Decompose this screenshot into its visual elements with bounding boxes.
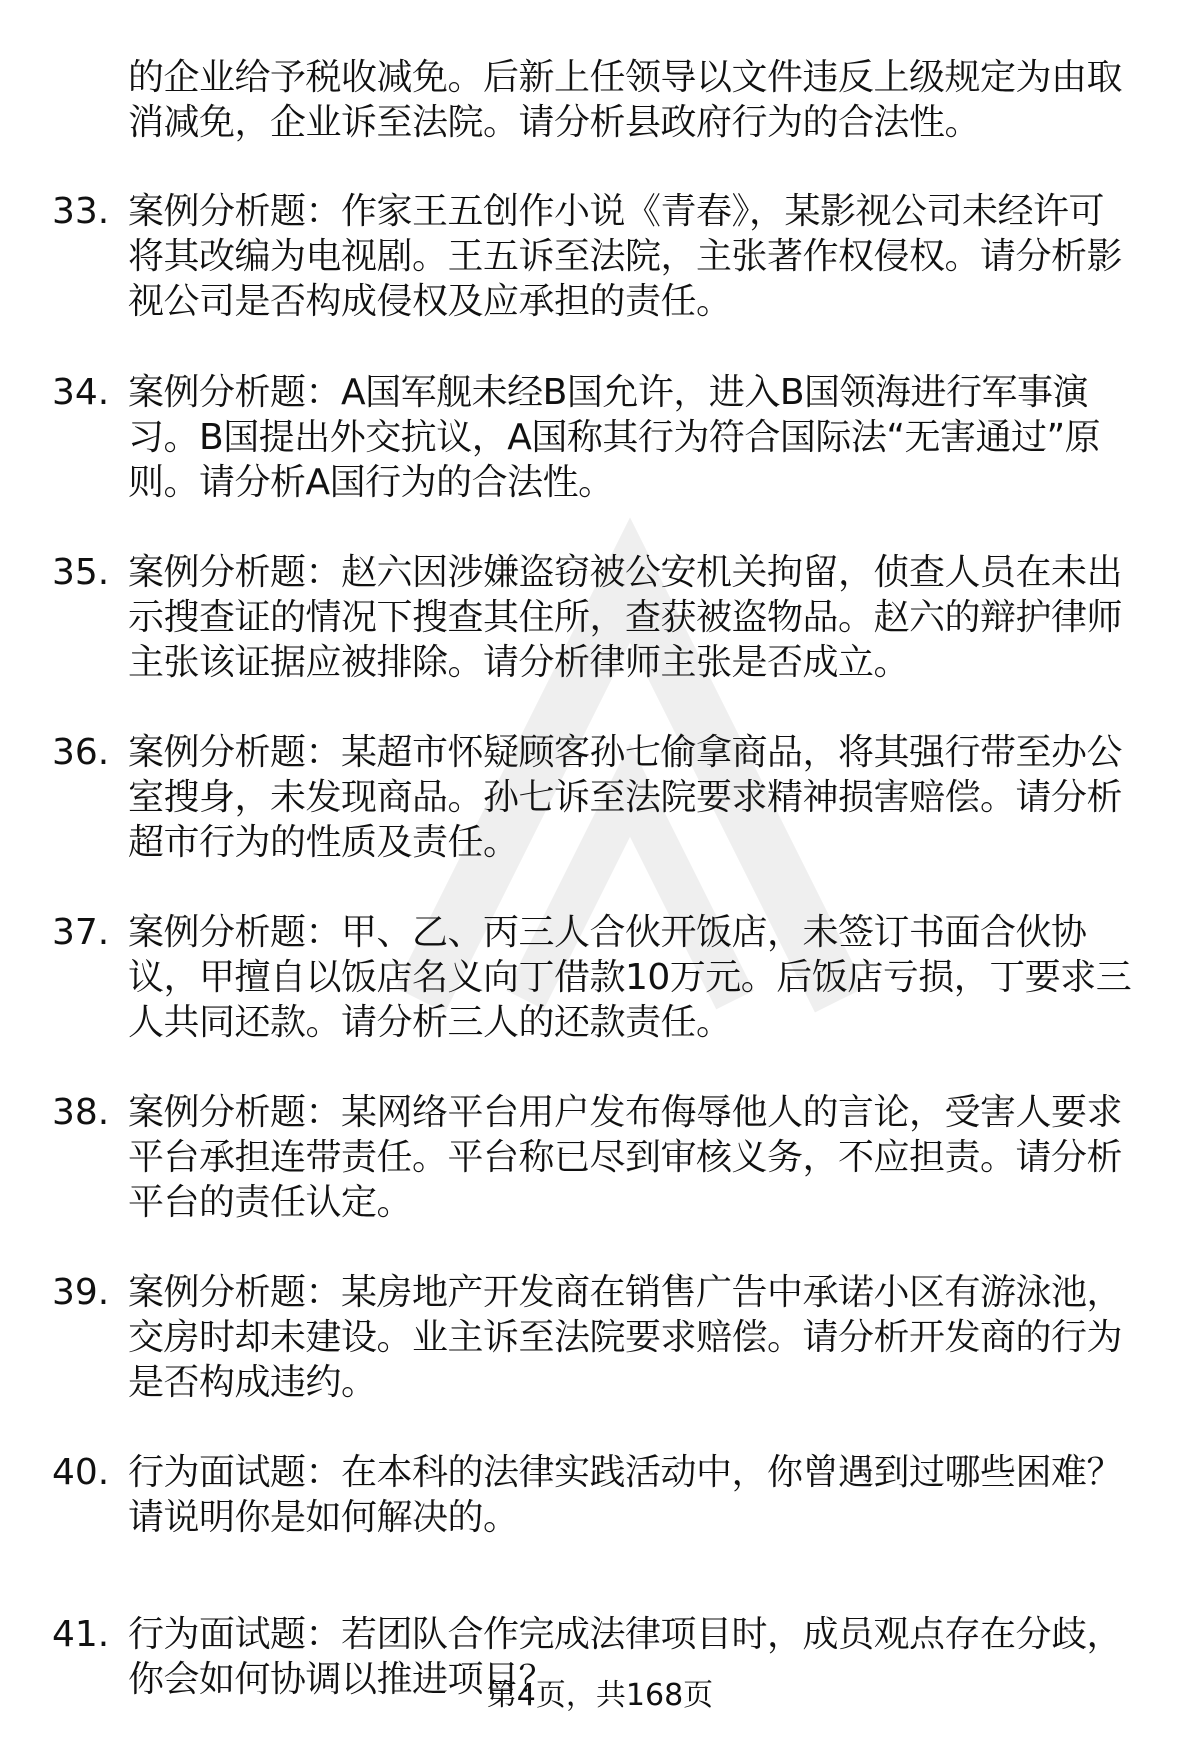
question-number: 35. (52, 552, 110, 593)
text-line: 案例分析题：赵六因涉嫌盗窃被公安机关拘留，侦查人员在未出 (128, 552, 1123, 593)
text-line: 的企业给予税收减免。后新上任领导以文件违反上级规定为由取 (128, 57, 1123, 98)
page-indicator: 第4页，共168页 (486, 1678, 714, 1713)
question-number: 36. (52, 732, 110, 773)
question-number: 41. (52, 1614, 110, 1655)
text-line: 案例分析题：某网络平台用户发布侮辱他人的言论，受害人要求 (128, 1092, 1123, 1133)
text-line: 平台的责任认定。 (128, 1182, 413, 1223)
question-number: 33. (52, 191, 110, 232)
text-line: 案例分析题：A国军舰未经B国允许，进入B国领海进行军事演 (128, 372, 1089, 413)
text-line: 议，甲擅自以饭店名义向丁借款10万元。后饭店亏损，丁要求三 (128, 957, 1132, 998)
text-line: 行为面试题：若团队合作完成法律项目时，成员观点存在分歧， (128, 1614, 1123, 1655)
text-line: 习。B国提出外交抗议，A国称其行为符合国际法“无害通过”原 (128, 417, 1101, 458)
question-number: 38. (52, 1092, 110, 1133)
text-line: 交房时却未建设。业主诉至法院要求赔偿。请分析开发商的行为 (128, 1317, 1123, 1358)
text-line: 案例分析题：某房地产开发商在销售广告中承诺小区有游泳池， (128, 1272, 1123, 1313)
question-number: 34. (52, 372, 110, 413)
text-line: 将其改编为电视剧。王五诉至法院，主张著作权侵权。请分析影 (128, 236, 1123, 277)
text-line: 案例分析题：某超市怀疑顾客孙七偷拿商品，将其强行带至办公 (128, 732, 1123, 773)
text-line: 人共同还款。请分析三人的还款责任。 (128, 1002, 732, 1043)
text-line: 平台承担连带责任。平台称已尽到审核义务，不应担责。请分析 (128, 1137, 1123, 1178)
text-line: 请说明你是如何解决的。 (128, 1497, 519, 1538)
text-line: 示搜查证的情况下搜查其住所，查获被盗物品。赵六的辩护律师 (128, 597, 1123, 638)
text-line: 是否构成违约。 (128, 1362, 377, 1403)
text-line: 案例分析题：作家王五创作小说《青春》，某影视公司未经许可 (128, 191, 1105, 232)
text-line: 则。请分析A国行为的合法性。 (128, 462, 614, 503)
question-number: 39. (52, 1272, 110, 1313)
question-number: 37. (52, 912, 110, 953)
text-line: 室搜身，未发现商品。孙七诉至法院要求精神损害赔偿。请分析 (128, 777, 1123, 818)
text-line: 你会如何协调以推进项目？ (128, 1659, 555, 1700)
text-line: 消减免，企业诉至法院。请分析县政府行为的合法性。 (128, 102, 981, 143)
question-number: 40. (52, 1452, 110, 1493)
text-line: 视公司是否构成侵权及应承担的责任。 (128, 281, 732, 322)
text-line: 主张该证据应被排除。请分析律师主张是否成立。 (128, 642, 910, 683)
text-line: 案例分析题：甲、乙、丙三人合伙开饭店，未签订书面合伙协 (128, 912, 1087, 953)
text-line: 行为面试题：在本科的法律实践活动中，你曾遇到过哪些困难？ (128, 1452, 1123, 1493)
text-line: 超市行为的性质及责任。 (128, 822, 519, 863)
